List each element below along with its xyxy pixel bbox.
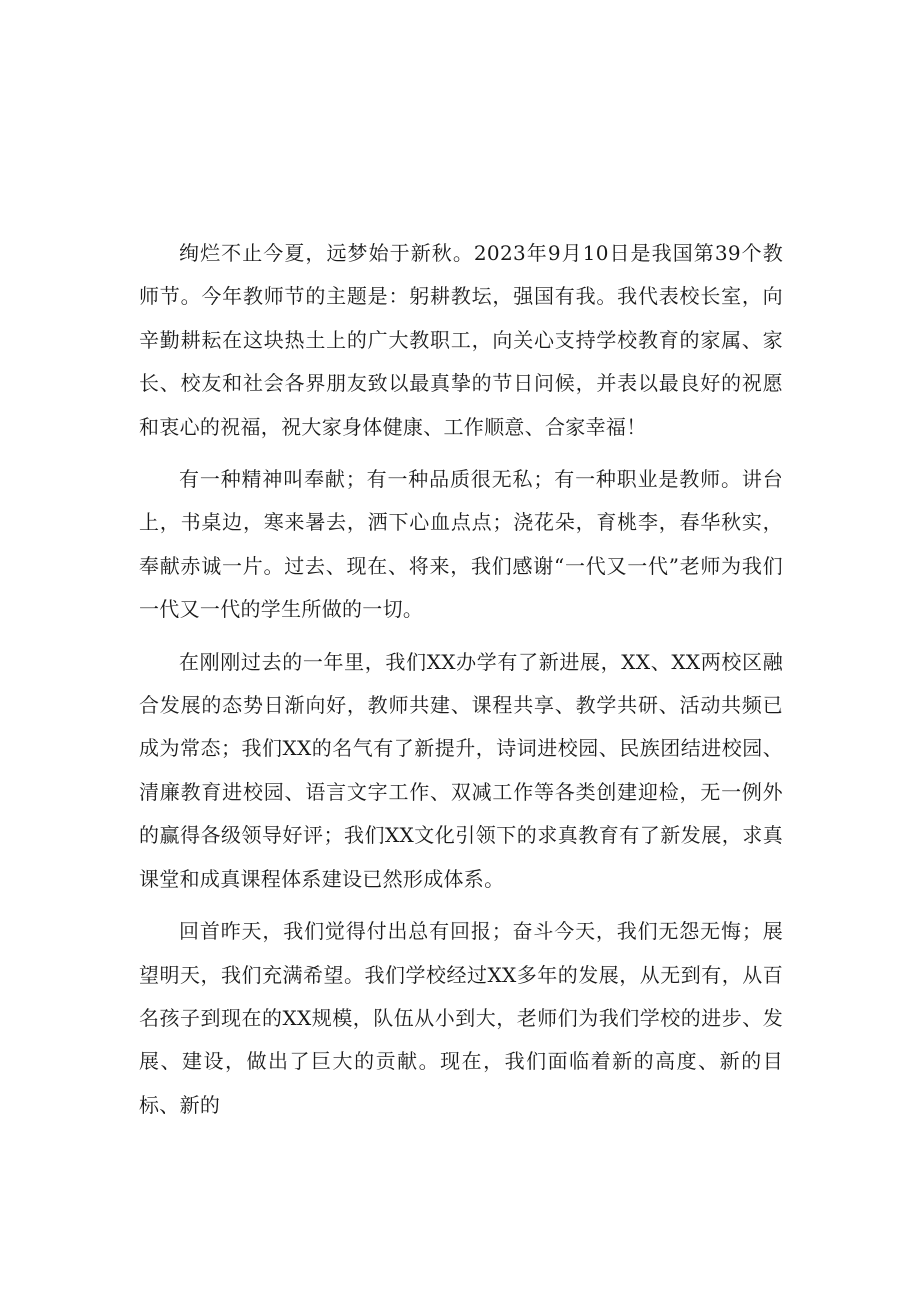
paragraph-1: 绚烂不止今夏，远梦始于新秋。2023年9月10日是我国第39个教师节。今年教师节的主题是：躬耕教坛，强国有我。我代表校长室，向辛勤耕耘在这块热土上的广大教职工，向关心支持学校教育的家属、家长、校友和社会各界朋友致以最真挚的节日问候，并表以最良好的祝愿和衷心的祝福，祝大家身体健康、工作顺意、合家幸福！ [139,241,783,439]
paragraph-2: 有一种精神叫奉献；有一种品质很无私；有一种职业是教师。讲台上，书桌边，寒来暑去，洒下心血点点；浇花朵，育桃李，春华秋实，奉献赤诚一片。过去、现在、将来，我们感谢“一代又一代”老师为我们一代又一代的学生所做的一切。 [139,467,783,622]
document-body [139,232,783,1136]
paragraph-4: 回首昨天，我们觉得付出总有回报；奋斗今天，我们无怨无悔；展望明天，我们充满希望。我们学校经过XX多年的发展，从无到有，从百名孩子到现在的XX规模，队伍从小到大，老师们为我们学校的进步、发展、建设，做出了巨大的贡献。现在，我们面临着新的高度、新的目标、新的 [139,919,783,1117]
paragraph-3: 在刚刚过去的一年里，我们XX办学有了新进展，XX、XX两校区融合发展的态势日渐向好，教师共建、课程共享、教学共研、活动共频已成为常态；我们XX的名气有了新提升，诗词进校园、民族团结进校园、清廉教育进校园、语言文字工作、双减工作等各类创建迎检，无一例外的赢得各级领导好评；我们XX文化引领下的求真教育有了新发展，求真课堂和成真课程体系建设已然形成体系。 [139,649,783,891]
